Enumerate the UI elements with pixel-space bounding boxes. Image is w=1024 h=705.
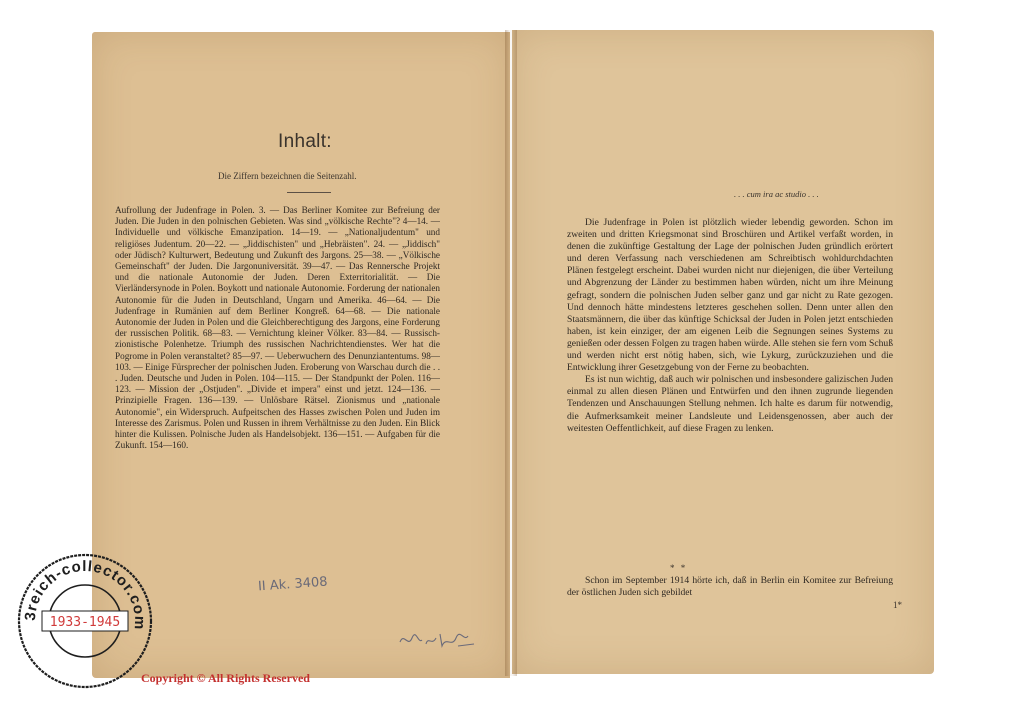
stamp-ring-text: 3reich-collector.com bbox=[21, 557, 149, 631]
paragraph: Die Judenfrage in Polen ist plötzlich wieder lebendig geworden. Schon im zweiten und dritten Kriegsmonat sind Broschüren und Artikel verfaßt worden, in denen die zukünftige Gestaltung der Lage der polnischen Juden gründlich erörtert und deren Verfassung nach verschiedenen am Schreibtisch wohldurchdachten Plänen festgelegt erscheint. Dabei wurden nicht nur diejenigen, die über Verteilung und Abgrenzung der Länder zu bestimmen haben würden, nicht um ihre Meinung gefragt, sondern die polnischen Juden selber ganz und gar nicht zu Rate gezogen. Und dennoch hätte mindestens letzteres geschehen sollen. Denn unter allen den Staatsmännern, die über das künftige Schicksal der Juden in Polen jetzt entschieden haben, ist kein einziger, der am eigenen Leib die Segnungen seines Systems zu genießen oder dessen Folgen zu tragen haben würde. Alle stehen sie fern vom Schuß und werden nicht erst nötig haben, sich, wie Lykurg, zurückzuziehen und die Entwicklung ihrer Gesetzgebung von der Ferne zu beobachten. bbox=[567, 217, 893, 374]
book-gutter bbox=[505, 30, 517, 676]
paragraph: Es ist nun wichtig, daß auch wir polnischen und insbesondere galizischen Juden einmal zu allen diesen Plänen und Entwürfen und den ihnen zugrunde liegenden Tendenzen und Anschauungen Stellung nehmen. Ich halte es darum für notwendig, die Aufmerksamkeit meiner Landsleute und Leidensgenossen, aber auch der weitesten Oeffentlichkeit, auf diese Fragen zu lenken. bbox=[567, 374, 893, 434]
body-text bbox=[567, 217, 893, 435]
epigraph: . . . cum ira ac studio . . . bbox=[734, 189, 819, 199]
page-number: 1* bbox=[893, 600, 902, 610]
table-of-contents-text: Aufrollung der Judenfrage in Polen. 3. — Das Berliner Komitee zur Befreiung der Juden. Die Juden in den polnischen Gebieten. Was sind „völkische Rechte"? 4—14. — Individuelle und völkische Emanzipation. 14—19. — „Nationaljudentum" und religiöses Judentum. 20—22. — „Jiddischisten" und „Hebräisten". 24. — „Jiddisch" oder Jüdisch? Kulturwert, Bedeutung und Zukunft des Jargons. 25—38. — „Völkische Gemeinschaft" der Juden. Die Jargonuniversität. 39—47. — Das Rennersche Projekt und die nationale Autonomie der Juden. Deren Exterritorialität. — Die Vierländersynode in Polen. Boykott und nationale Autonomie. Forderung der nationalen Autonomie für die Juden in Deutschland, Ungarn und Amerika. 46—64. — Die Judenfrage in Rumänien auf dem Berliner Kongreß. 64—68. — Die nationale Autonomie der Juden in Polen und die Gleichberechtigung des Jargons, eine Forderung der russischen Politik. 68—83. — Vernichtung kleiner Völker. 83—84. — Russisch-zionistische Polenhetze. Triumph des russischen Nachrichtendienstes. Wer hat die Pogrome in Polen veranstaltet? 85—97. — Ueberwuchern des Denunziantentums. 98—103. — Einige Fürsprecher der polnischen Juden. Eroberung von Warschau durch die . . . Juden. Deutsche und Juden in Polen. 104—115. — Der Standpunkt der Polen. 116—123. — Mission der „Ostjuden". „Divide et impera" einst und jetzt. 124—136. — Prinzipielle Fragen. 136—139. — Unlösbare Rätsel. Zionismus und „nationale Autonomie", ein Widerspruch. Aufpeitschen des Hasses zwischen Polen und Juden im Interesse des Zarismus. Polen und Russen in ihrem Verhältnisse zu den Juden. Ein Blick hinter die Kulissen. Polnische Juden als Handelsobjekt. 136—151. — Aufgaben für die Zukunft. 154—160. bbox=[115, 205, 440, 451]
paragraph: Schon im September 1914 hörte ich, daß in Berlin ein Komitee zur Befreiung der östlichen Juden sich gebildet bbox=[567, 575, 893, 599]
page-subtitle: Die Ziffern bezeichnen die Seitenzahl. bbox=[218, 171, 357, 181]
copyright-notice: Copyright © All Rights Reserved bbox=[141, 671, 310, 685]
signature-scribble bbox=[398, 626, 476, 652]
collector-stamp bbox=[16, 552, 154, 690]
stamp-years: 1933-1945 bbox=[49, 615, 121, 630]
page-title: Inhalt: bbox=[278, 131, 332, 152]
divider bbox=[287, 192, 331, 193]
section-separator: * * bbox=[670, 563, 688, 573]
pencil-annotation: II Ak. 3408 bbox=[257, 574, 329, 595]
